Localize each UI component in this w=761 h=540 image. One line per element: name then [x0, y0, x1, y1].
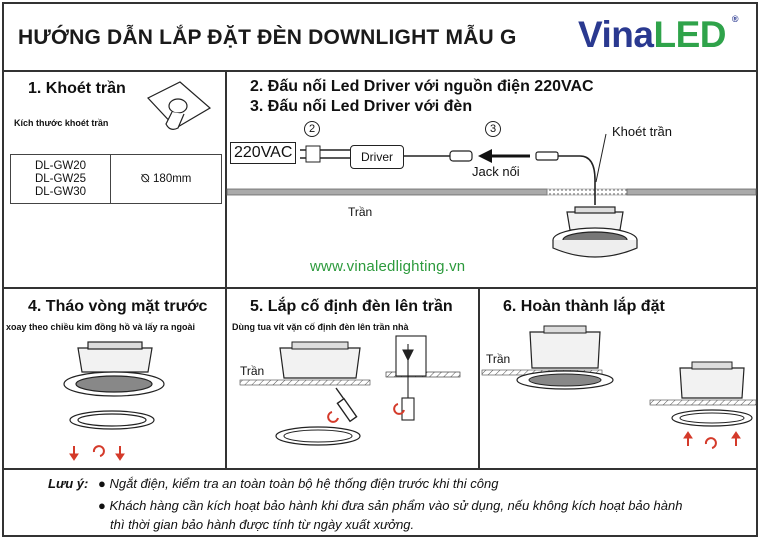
step5-ceiling-label: Trần: [240, 364, 265, 378]
website-link[interactable]: www.vinaledlighting.vn: [310, 258, 466, 275]
cutout-size: ⦰ 180mm: [111, 155, 222, 204]
page-title: HƯỚNG DẪN LẮP ĐẶT ĐÈN DOWNLIGHT MẪU G: [18, 26, 517, 49]
led-driver-box: Driver: [350, 145, 404, 169]
logo-vina: Vina: [578, 14, 654, 55]
red-arrow-icon: [70, 446, 124, 460]
step6-ceiling-label: Trần: [486, 352, 511, 366]
pointer-line: [596, 134, 606, 182]
step6-title: 6. Hoàn thành lắp đặt: [503, 298, 665, 315]
step4-title: 4. Tháo vòng mặt trước: [28, 298, 208, 315]
detail-inset-icon: [386, 336, 460, 420]
step4-subtitle: xoay theo chiều kim đồng hồ và lấy ra ngoài: [6, 322, 196, 332]
note-item: ● Ngắt điện, kiểm tra an toàn toàn bộ hệ thống điện trước khi thi công: [98, 476, 499, 491]
ceiling-section-icon: [240, 342, 370, 445]
ceiling-tile-icon: [148, 82, 210, 129]
ceiling-cut-label: Khoét trần: [612, 124, 672, 139]
step2-title: 2. Đấu nối Led Driver với nguồn điện 220VAC: [250, 78, 594, 95]
step-number-3: 3: [485, 121, 501, 137]
note-item: ● Khách hàng cần kích hoạt bảo hành khi đưa sản phẩm vào sử dụng, nếu không kích hoạt bảo hành: [98, 498, 683, 513]
model-item: DL-GW20: [34, 159, 87, 172]
screwdriver-icon: [336, 388, 357, 421]
model-item: DL-GW30: [34, 185, 87, 198]
up-arrow-icon: [684, 432, 740, 448]
ceiling-label: Trần: [348, 205, 373, 219]
installed-downlight-icon: [482, 326, 756, 426]
jack-connector-icon: [536, 152, 558, 160]
voltage-label: 220VAC: [230, 142, 296, 164]
step5-subtitle: Dùng tua vít vặn cố định đèn lên trần nhà: [232, 322, 409, 332]
arrow-left-icon: [478, 149, 530, 163]
note-item: thì thời gian bảo hành được tính từ ngày xuất xưởng.: [110, 517, 415, 532]
model-item: DL-GW25: [34, 172, 87, 185]
ceiling-board-icon: [227, 189, 756, 195]
step-number-2: 2: [304, 121, 320, 137]
step1-subtitle: Kích thước khoét trần: [14, 118, 109, 128]
logo-registered-mark: ®: [731, 14, 738, 24]
notes-label: Lưu ý:: [48, 476, 89, 491]
downlight-exploded-icon: [64, 342, 164, 429]
jack-label: Jack nối: [472, 164, 520, 179]
logo-led: LED: [653, 14, 726, 55]
step5-title: 5. Lắp cố định đèn lên trần: [250, 298, 453, 315]
step3-title: 3. Đấu nối Led Driver với đèn: [250, 98, 473, 115]
downlight-icon: [553, 207, 637, 257]
step1-title: 1. Khoét trần: [28, 80, 126, 97]
